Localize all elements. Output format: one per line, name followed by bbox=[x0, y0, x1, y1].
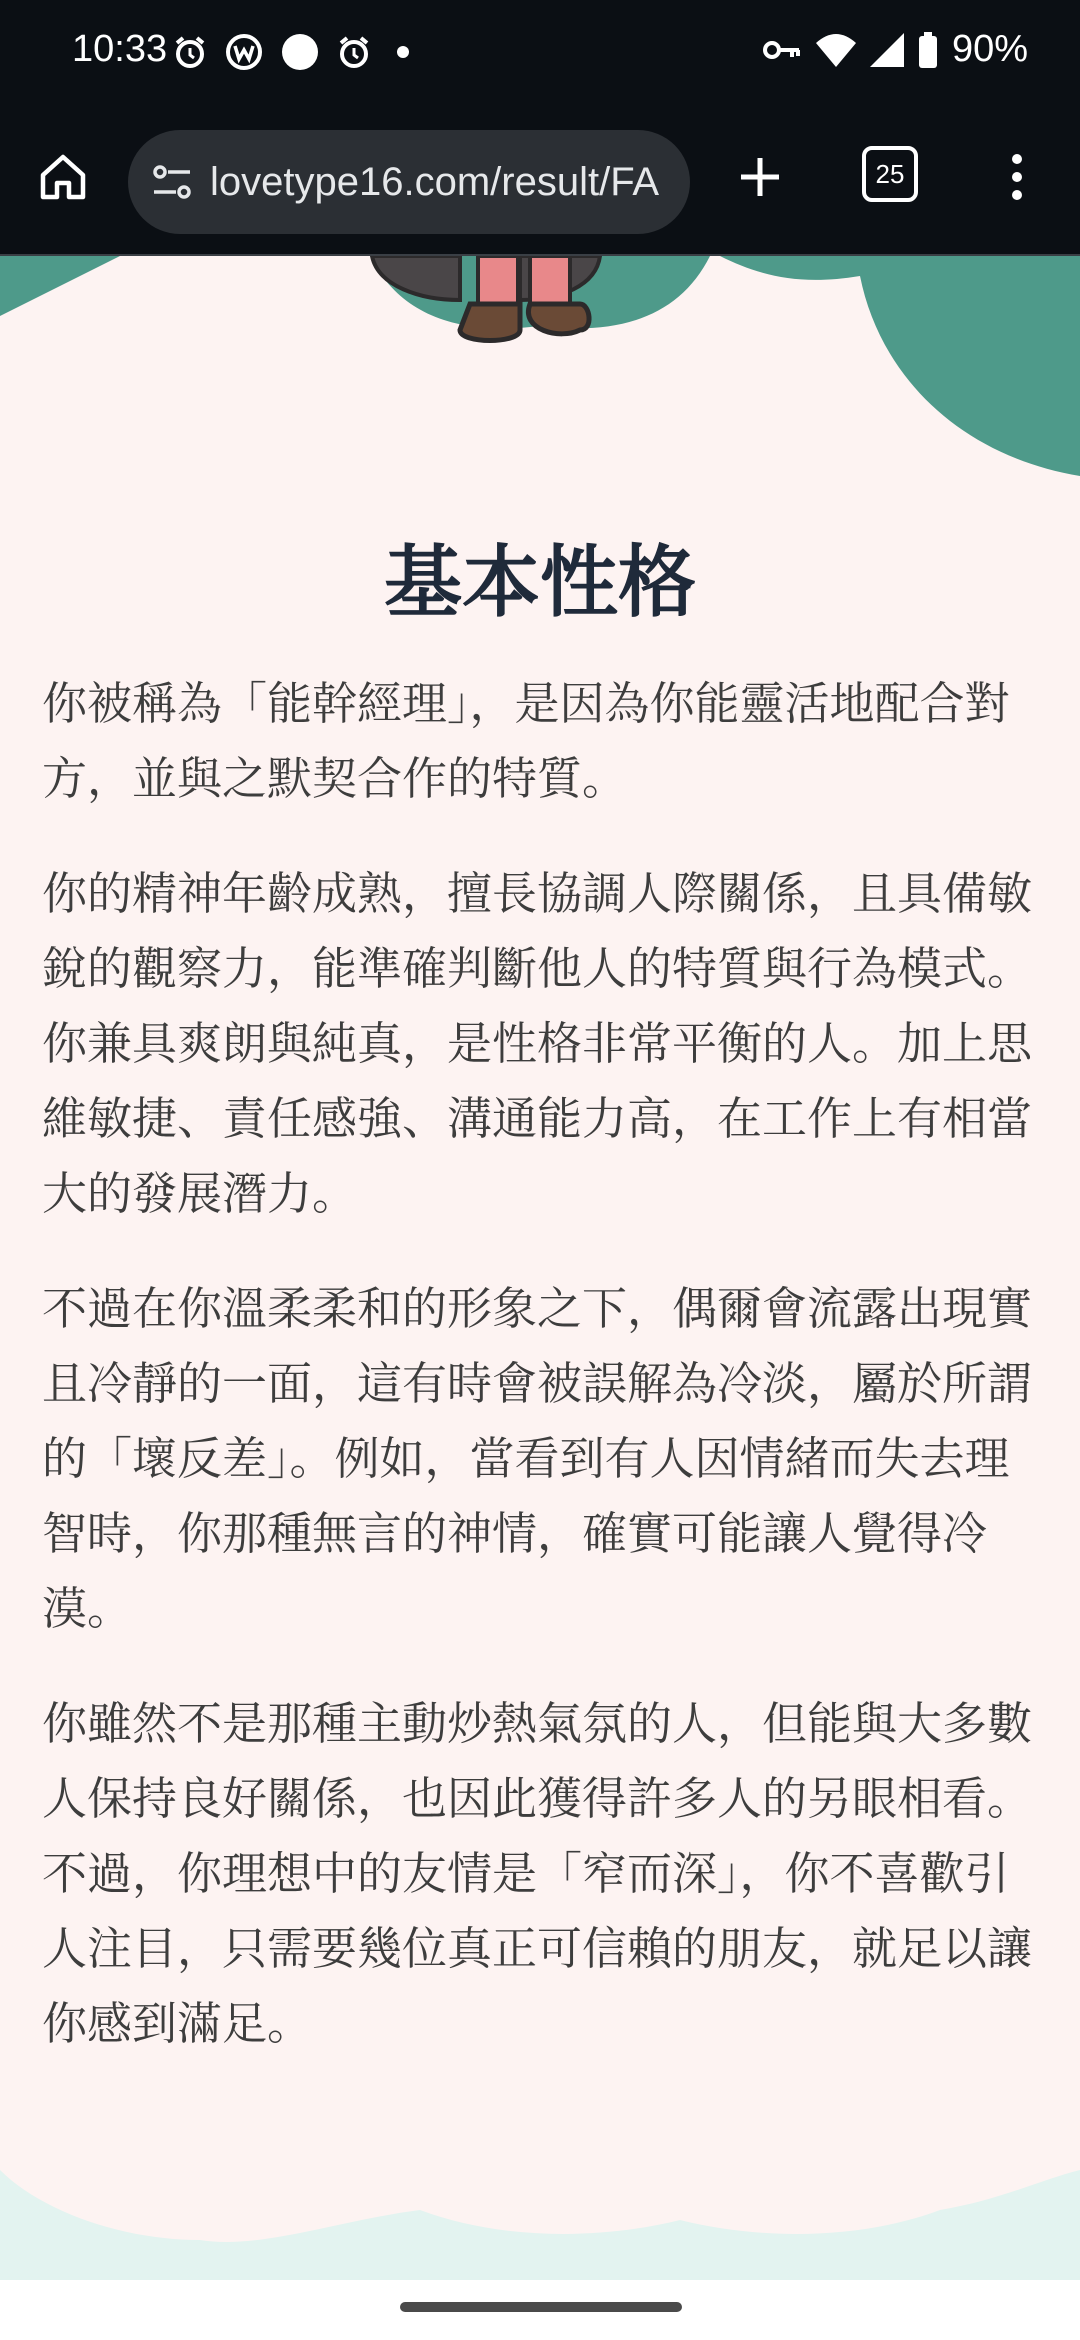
signal-icon bbox=[870, 33, 904, 67]
paragraph: 你被稱為「能幹經理」，是因為你能靈活地配合對方，並與之默契合作的特質。 bbox=[42, 677, 1010, 805]
home-button[interactable] bbox=[30, 144, 96, 210]
overflow-menu-button[interactable] bbox=[996, 144, 1038, 210]
key-icon bbox=[762, 35, 802, 65]
status-time: 10:33 bbox=[72, 28, 168, 70]
home-icon bbox=[37, 151, 89, 203]
section-heading: 基本性格 bbox=[383, 538, 696, 628]
status-bar bbox=[0, 0, 1080, 104]
menu-dot bbox=[1012, 154, 1022, 164]
dot-icon bbox=[388, 37, 418, 67]
browser-toolbar bbox=[0, 104, 1080, 256]
paragraph: 不過在你溫柔柔和的形象之下，偶爾會流露出現實且冷靜的一面，這有時會被誤解為冷淡，屬於所謂的「壞反差」。例如，當看到有人因情緒而失去理智時，你那種無言的神情，確實可能讓人覺得冷漠。 bbox=[42, 1282, 1033, 1635]
menu-dot bbox=[1012, 172, 1022, 182]
battery-percent: 90% bbox=[951, 28, 1028, 70]
status-left-icons bbox=[172, 32, 418, 72]
tab-switcher-button[interactable]: 25 bbox=[862, 146, 918, 202]
status-right-icons bbox=[762, 28, 1028, 71]
url-text[interactable]: lovetype16.com/result/FA bbox=[210, 159, 660, 204]
alarm-icon bbox=[336, 34, 372, 70]
battery-icon bbox=[918, 32, 938, 68]
header-decoration bbox=[0, 256, 1080, 506]
footer-cloud-decoration bbox=[0, 2130, 1080, 2280]
paragraph: 你的精神年齡成熟，擅長協調人際關係，且具備敏銳的觀察力，能準確判斷他人的特質與行為模式。你兼具爽朗與純真，是性格非常平衡的人。加上思維敏捷、責任感強、溝通能力高，在工作上有相當大的發展潛力。 bbox=[42, 867, 1033, 1220]
url-bar[interactable] bbox=[128, 130, 690, 234]
alarm-icon bbox=[172, 34, 208, 70]
section-content bbox=[42, 666, 1052, 2101]
wifi-icon bbox=[816, 33, 856, 67]
site-settings-icon[interactable] bbox=[152, 162, 192, 202]
home-gesture-handle[interactable] bbox=[400, 2302, 682, 2312]
new-tab-button[interactable] bbox=[732, 144, 788, 210]
plus-icon bbox=[737, 154, 783, 200]
menu-dot bbox=[1012, 190, 1022, 200]
circle-icon bbox=[280, 32, 320, 72]
paragraph: 你雖然不是那種主動炒熱氣氛的人，但能與大多數人保持良好關係，也因此獲得許多人的另眼相看。不過，你理想中的友情是「窄而深」，你不喜歡引人注目，只需要幾位真正可信賴的朋友，就足以讓你感到滿足。 bbox=[42, 1697, 1033, 2050]
w-app-icon bbox=[224, 32, 264, 72]
